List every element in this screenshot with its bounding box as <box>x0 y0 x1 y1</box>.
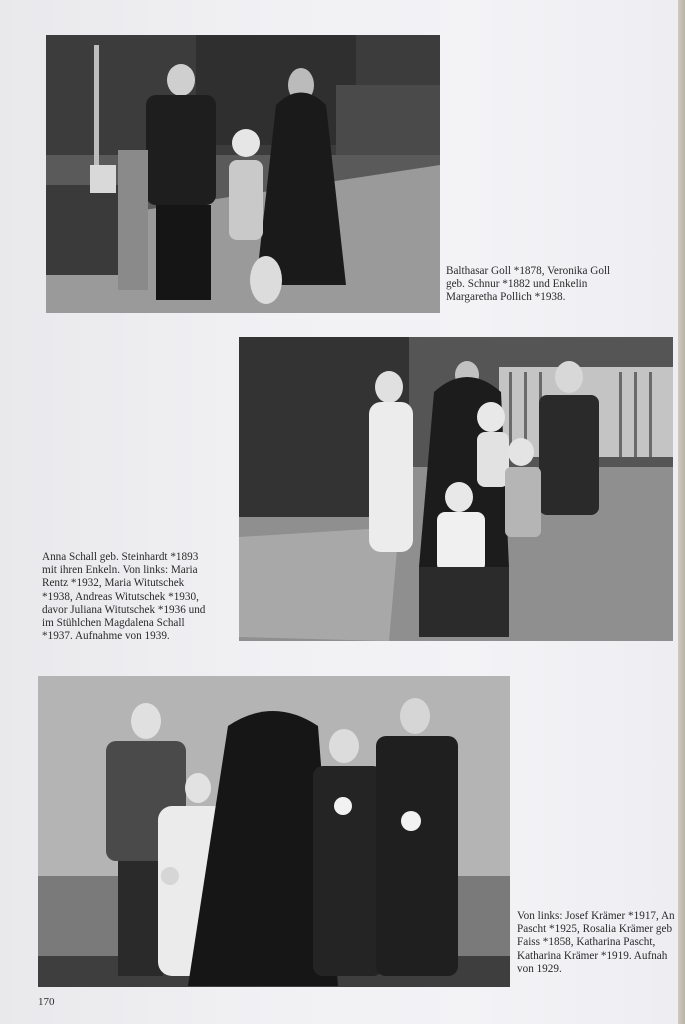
page-number: 170 <box>38 996 55 1008</box>
photo-schall-grandchildren <box>239 337 673 641</box>
caption-schall-grandchildren: Anna Schall geb. Steinhardt *1893 mit ihren Enkeln. Von links: Maria Rentz *1932, Maria Witutschek *1938, Andreas Witutschek *1930, davor Juliana Witutschek *1936 und im Stühlchen Magdalena Schall *1937. Aufnahme von 1939. <box>42 551 206 643</box>
caption-goll-couple: Balthasar Goll *1878, Veronika Goll geb. Schnur *1882 und Enkelin Margaretha Pollich *1938. <box>446 265 611 304</box>
photo-kraemer-family <box>38 676 510 987</box>
caption-kraemer-family: Von links: Josef Krämer *1917, An Pascht *1925, Rosalia Krämer geb Faiss *1858, Katharina Pascht, Katharina Krämer *1919. Aufnah von 1929. <box>517 910 675 975</box>
page-edge <box>678 0 685 1024</box>
photo-goll-couple <box>46 35 440 313</box>
